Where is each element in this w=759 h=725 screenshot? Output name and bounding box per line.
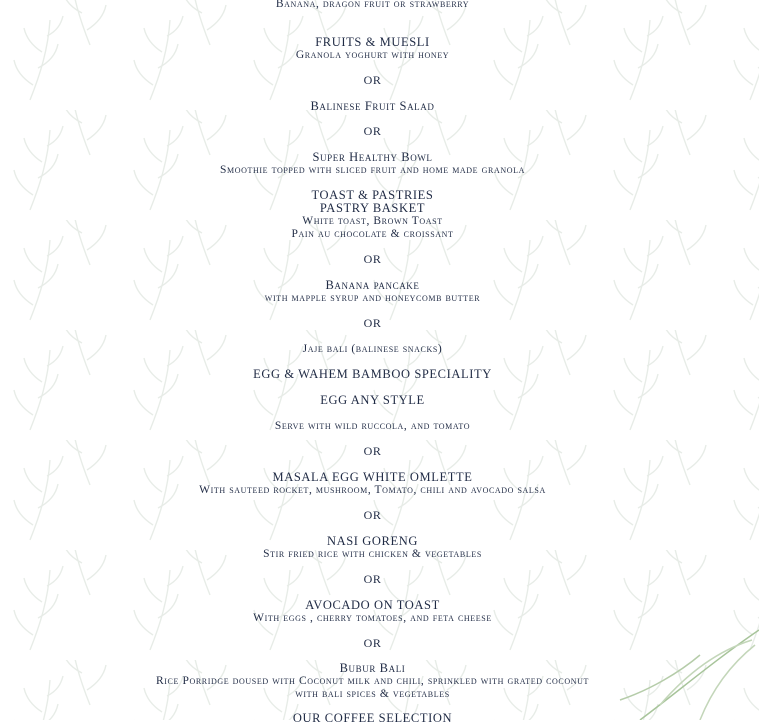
or-separator: OR — [363, 636, 382, 650]
menu-item-name: Balinese Fruit Salad — [310, 99, 435, 113]
menu-description: with mapple syrup and honeycomb butter — [264, 292, 481, 304]
menu-item-name: PASTRY BASKET — [319, 201, 426, 215]
or-separator: OR — [363, 252, 382, 266]
menu-item-name: NASI GORENG — [327, 534, 418, 548]
menu-description: Pain au chocolate & croissant — [291, 228, 454, 240]
menu-item-name: AVOCADO ON TOAST — [305, 598, 440, 612]
menu-description: White toast, Brown Toast — [302, 215, 443, 227]
or-separator: OR — [363, 572, 382, 586]
menu-description: Stir fried rice with chicken & vegetables — [263, 548, 482, 560]
menu-description: Smoothie topped with sliced fruit and home made granola — [220, 164, 525, 176]
or-separator: OR — [363, 508, 382, 522]
menu-description: Granola yoghurt with honey — [295, 49, 450, 61]
menu-section-heading: TOAST & PASTRIES — [311, 188, 434, 202]
menu-section-heading: FRUITS & MUESLI — [315, 35, 430, 49]
or-separator: OR — [363, 124, 382, 138]
menu-item-name: EGG ANY STYLE — [320, 393, 425, 407]
or-separator: OR — [363, 316, 382, 330]
or-separator: OR — [363, 73, 382, 87]
menu-item-name: Banana pancake — [325, 278, 420, 292]
menu-description: With eggs , cherry tomatoes, and feta cheese — [253, 612, 492, 624]
menu-item-name: MASALA EGG WHITE OMLETTE — [272, 470, 473, 484]
menu-section-heading: OUR COFFEE SELECTION — [292, 711, 453, 725]
menu-item-name: Jaje bali (balinese snacks) — [302, 343, 443, 355]
or-separator: OR — [363, 444, 382, 458]
menu-description: Serve with wild ruccola, and tomato — [274, 420, 471, 432]
menu-description: with bali spices & vegetables — [295, 688, 450, 700]
menu-item-name: Bubur Bali — [339, 661, 406, 675]
menu-description: Banana, dragon fruit or strawberry — [275, 0, 470, 10]
menu-description: Rice Porridge doused with Coconut milk and chili, sprinkled with grated coconut — [156, 675, 589, 687]
menu-item-name: Super Healthy Bowl — [312, 150, 433, 164]
menu-section-heading: EGG & WAHEM BAMBOO SPECIALITY — [253, 367, 492, 381]
menu-description: With sauteed rocket, mushroom, Tomato, chili and avocado salsa — [199, 484, 546, 496]
